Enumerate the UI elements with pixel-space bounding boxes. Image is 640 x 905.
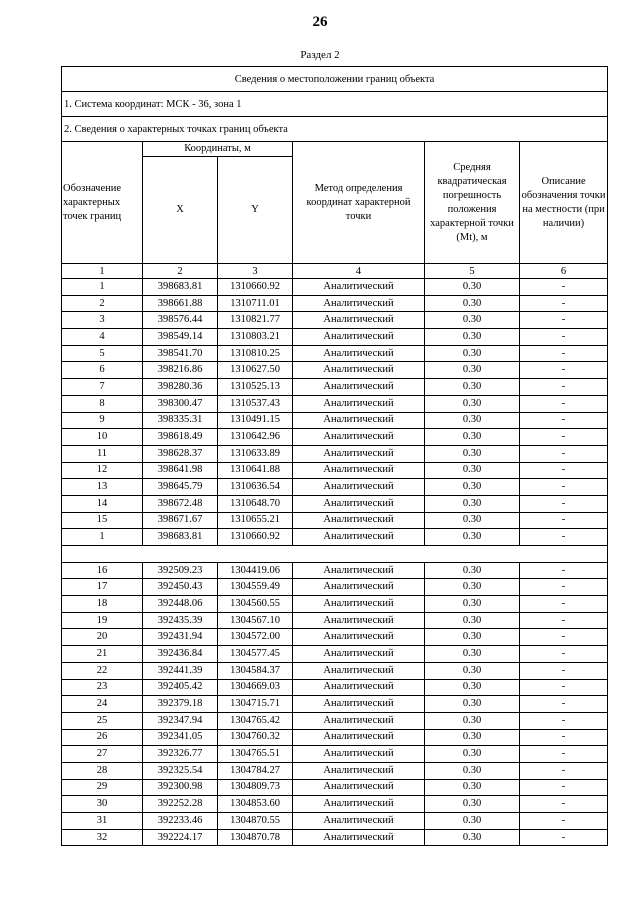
- column-number: 4: [293, 264, 425, 279]
- table-row: [62, 596, 608, 613]
- coord-y: 1310821.77: [218, 312, 293, 329]
- column-number: 5: [425, 264, 520, 279]
- coord-x: 392436.84: [143, 646, 218, 663]
- accuracy: 0.30: [425, 629, 520, 646]
- coord-y: 1304419.06: [218, 562, 293, 579]
- coord-x: 392347.94: [143, 712, 218, 729]
- point-number: 14: [62, 495, 143, 512]
- column-number: 1: [62, 264, 143, 279]
- point-number: 31: [62, 813, 143, 830]
- accuracy: 0.30: [425, 512, 520, 529]
- coord-x: 392224.17: [143, 829, 218, 846]
- method: Аналитический: [293, 796, 425, 813]
- table-row: [62, 696, 608, 713]
- description: -: [520, 345, 608, 362]
- description: -: [520, 479, 608, 496]
- coord-y: 1304559.49: [218, 579, 293, 596]
- section-label: Раздел 2: [300, 49, 340, 61]
- method: Аналитический: [293, 529, 425, 546]
- method: Аналитический: [293, 662, 425, 679]
- accuracy: 0.30: [425, 462, 520, 479]
- method: Аналитический: [293, 646, 425, 663]
- description: -: [520, 629, 608, 646]
- method: Аналитический: [293, 479, 425, 496]
- point-number: 22: [62, 662, 143, 679]
- point-number: 1: [62, 529, 143, 546]
- point-number: 19: [62, 612, 143, 629]
- coord-y: 1304567.10: [218, 612, 293, 629]
- description: -: [520, 362, 608, 379]
- coord-y: 1310537.43: [218, 395, 293, 412]
- point-number: 26: [62, 729, 143, 746]
- table-row: [62, 279, 608, 296]
- coord-x: 392325.54: [143, 762, 218, 779]
- accuracy: 0.30: [425, 712, 520, 729]
- accuracy: 0.30: [425, 529, 520, 546]
- point-number: 21: [62, 646, 143, 663]
- coord-x: 398645.79: [143, 479, 218, 496]
- point-number: 24: [62, 696, 143, 713]
- header-accuracy: Средняя квадратическая погрешность положения характерной точки (Mt), м: [425, 142, 520, 264]
- description: -: [520, 729, 608, 746]
- method: Аналитический: [293, 462, 425, 479]
- coord-y: 1310525.13: [218, 379, 293, 396]
- header-y: Y: [218, 157, 293, 264]
- table-row: [62, 813, 608, 830]
- table-row: [62, 762, 608, 779]
- header-method: Метод определения координат характерной точки: [293, 142, 425, 264]
- coord-x: 398541.70: [143, 345, 218, 362]
- accuracy: 0.30: [425, 562, 520, 579]
- table-row: [62, 629, 608, 646]
- coordinate-system: 1. Система координат: МСК - 36, зона 1: [62, 92, 608, 117]
- description: -: [520, 379, 608, 396]
- method: Аналитический: [293, 512, 425, 529]
- table-row: [62, 379, 608, 396]
- point-number: 17: [62, 579, 143, 596]
- accuracy: 0.30: [425, 762, 520, 779]
- accuracy: 0.30: [425, 329, 520, 346]
- accuracy: 0.30: [425, 379, 520, 396]
- description: -: [520, 395, 608, 412]
- accuracy: 0.30: [425, 813, 520, 830]
- coord-y: 1310810.25: [218, 345, 293, 362]
- point-number: 16: [62, 562, 143, 579]
- point-number: 8: [62, 395, 143, 412]
- method: Аналитический: [293, 779, 425, 796]
- coord-y: 1304870.78: [218, 829, 293, 846]
- table-row-separator: [62, 546, 608, 563]
- points-section-row: [62, 117, 608, 142]
- point-number: 25: [62, 712, 143, 729]
- description: -: [520, 679, 608, 696]
- description: -: [520, 662, 608, 679]
- accuracy: 0.30: [425, 429, 520, 446]
- coord-y: 1304765.42: [218, 712, 293, 729]
- coord-y: 1304572.00: [218, 629, 293, 646]
- description: -: [520, 829, 608, 846]
- coord-x: 392300.98: [143, 779, 218, 796]
- coord-y: 1310642.96: [218, 429, 293, 446]
- point-number: 12: [62, 462, 143, 479]
- coord-y: 1304765.51: [218, 746, 293, 763]
- method: Аналитический: [293, 329, 425, 346]
- coord-x: 392435.39: [143, 612, 218, 629]
- accuracy: 0.30: [425, 395, 520, 412]
- coord-x: 392441.39: [143, 662, 218, 679]
- description: -: [520, 329, 608, 346]
- method: Аналитический: [293, 629, 425, 646]
- table-row: [62, 712, 608, 729]
- point-number: 29: [62, 779, 143, 796]
- point-number: 1: [62, 279, 143, 296]
- table-row: [62, 529, 608, 546]
- coord-y: 1304715.71: [218, 696, 293, 713]
- accuracy: 0.30: [425, 696, 520, 713]
- description: -: [520, 295, 608, 312]
- description: -: [520, 462, 608, 479]
- table-row: [62, 429, 608, 446]
- header-row-1: [62, 142, 608, 157]
- method: Аналитический: [293, 295, 425, 312]
- table-row: [62, 479, 608, 496]
- coord-x: 398672.48: [143, 495, 218, 512]
- point-number: 2: [62, 295, 143, 312]
- coord-x: 398683.81: [143, 529, 218, 546]
- point-number: 4: [62, 329, 143, 346]
- description: -: [520, 429, 608, 446]
- table-row: [62, 412, 608, 429]
- accuracy: 0.30: [425, 646, 520, 663]
- accuracy: 0.30: [425, 362, 520, 379]
- description: -: [520, 612, 608, 629]
- accuracy: 0.30: [425, 345, 520, 362]
- coord-x: 398549.14: [143, 329, 218, 346]
- table-row: [62, 512, 608, 529]
- header-x: X: [143, 157, 218, 264]
- point-number: 6: [62, 362, 143, 379]
- coord-x: 398683.81: [143, 279, 218, 296]
- table-row: [62, 445, 608, 462]
- coord-x: 392448.06: [143, 596, 218, 613]
- separator-cell: [62, 546, 608, 563]
- method: Аналитический: [293, 362, 425, 379]
- coord-x: 398300.47: [143, 395, 218, 412]
- method: Аналитический: [293, 813, 425, 830]
- method: Аналитический: [293, 279, 425, 296]
- coord-y: 1304760.32: [218, 729, 293, 746]
- method: Аналитический: [293, 395, 425, 412]
- method: Аналитический: [293, 829, 425, 846]
- point-number: 15: [62, 512, 143, 529]
- description: -: [520, 762, 608, 779]
- table-row: [62, 679, 608, 696]
- description: -: [520, 312, 608, 329]
- point-number: 9: [62, 412, 143, 429]
- coord-y: 1310641.88: [218, 462, 293, 479]
- table-row: [62, 495, 608, 512]
- accuracy: 0.30: [425, 796, 520, 813]
- table-row: [62, 646, 608, 663]
- column-numbers-row: [62, 264, 608, 279]
- method: Аналитический: [293, 712, 425, 729]
- description: -: [520, 696, 608, 713]
- coord-x: 392379.18: [143, 696, 218, 713]
- method: Аналитический: [293, 345, 425, 362]
- coord-y: 1310633.89: [218, 445, 293, 462]
- boundary-points-table: [61, 66, 608, 846]
- method: Аналитический: [293, 562, 425, 579]
- coord-x: 392509.23: [143, 562, 218, 579]
- point-number: 28: [62, 762, 143, 779]
- point-number: 32: [62, 829, 143, 846]
- coord-y: 1304560.55: [218, 596, 293, 613]
- accuracy: 0.30: [425, 779, 520, 796]
- method: Аналитический: [293, 379, 425, 396]
- description: -: [520, 813, 608, 830]
- point-number: 3: [62, 312, 143, 329]
- column-number: 2: [143, 264, 218, 279]
- coord-y: 1310711.01: [218, 295, 293, 312]
- method: Аналитический: [293, 445, 425, 462]
- method: Аналитический: [293, 762, 425, 779]
- method: Аналитический: [293, 312, 425, 329]
- column-number: 6: [520, 264, 608, 279]
- column-number: 3: [218, 264, 293, 279]
- header-designation: Обозначение характерных точек границ: [62, 142, 143, 264]
- coord-y: 1304853.60: [218, 796, 293, 813]
- method: Аналитический: [293, 746, 425, 763]
- method: Аналитический: [293, 429, 425, 446]
- accuracy: 0.30: [425, 579, 520, 596]
- coord-y: 1310491.15: [218, 412, 293, 429]
- coord-y: 1304870.55: [218, 813, 293, 830]
- method: Аналитический: [293, 579, 425, 596]
- coord-y: 1304584.37: [218, 662, 293, 679]
- accuracy: 0.30: [425, 612, 520, 629]
- accuracy: 0.30: [425, 829, 520, 846]
- description: -: [520, 579, 608, 596]
- points-section-title: 2. Сведения о характерных точках границ объекта: [62, 117, 608, 142]
- table-row: [62, 562, 608, 579]
- accuracy: 0.30: [425, 412, 520, 429]
- table-row: [62, 362, 608, 379]
- description: -: [520, 279, 608, 296]
- coord-x: 392326.77: [143, 746, 218, 763]
- description: -: [520, 646, 608, 663]
- point-number: 5: [62, 345, 143, 362]
- coord-x: 398618.49: [143, 429, 218, 446]
- description: -: [520, 562, 608, 579]
- accuracy: 0.30: [425, 596, 520, 613]
- point-number: 23: [62, 679, 143, 696]
- method: Аналитический: [293, 596, 425, 613]
- coord-y: 1310660.92: [218, 529, 293, 546]
- coord-y: 1310655.21: [218, 512, 293, 529]
- accuracy: 0.30: [425, 495, 520, 512]
- point-number: 10: [62, 429, 143, 446]
- point-number: 27: [62, 746, 143, 763]
- method: Аналитический: [293, 495, 425, 512]
- table-row: [62, 729, 608, 746]
- coord-x: 392252.28: [143, 796, 218, 813]
- accuracy: 0.30: [425, 679, 520, 696]
- point-number: 7: [62, 379, 143, 396]
- point-number: 18: [62, 596, 143, 613]
- description: -: [520, 596, 608, 613]
- point-number: 11: [62, 445, 143, 462]
- coord-y: 1304809.73: [218, 779, 293, 796]
- coord-x: 392233.46: [143, 813, 218, 830]
- coord-x: 398628.37: [143, 445, 218, 462]
- coord-x: 398280.36: [143, 379, 218, 396]
- accuracy: 0.30: [425, 479, 520, 496]
- coord-x: 398576.44: [143, 312, 218, 329]
- description: -: [520, 712, 608, 729]
- method: Аналитический: [293, 412, 425, 429]
- coord-x: 392405.42: [143, 679, 218, 696]
- accuracy: 0.30: [425, 729, 520, 746]
- coord-x: 392431.94: [143, 629, 218, 646]
- method: Аналитический: [293, 612, 425, 629]
- description: -: [520, 495, 608, 512]
- table-row: [62, 612, 608, 629]
- coord-y: 1310803.21: [218, 329, 293, 346]
- table-row: [62, 345, 608, 362]
- table-row: [62, 779, 608, 796]
- coord-y: 1304577.45: [218, 646, 293, 663]
- accuracy: 0.30: [425, 662, 520, 679]
- coord-y: 1310636.54: [218, 479, 293, 496]
- header-coordinates: Координаты, м: [143, 142, 293, 157]
- point-number: 30: [62, 796, 143, 813]
- table-row: [62, 829, 608, 846]
- coord-y: 1304784.27: [218, 762, 293, 779]
- description: -: [520, 779, 608, 796]
- header-description: Описание обозначения точки на местности (при наличии): [520, 142, 608, 264]
- coordinate-system-row: [62, 92, 608, 117]
- method: Аналитический: [293, 696, 425, 713]
- table-row: [62, 329, 608, 346]
- coord-x: 398335.31: [143, 412, 218, 429]
- coord-x: 398216.86: [143, 362, 218, 379]
- method: Аналитический: [293, 679, 425, 696]
- coord-x: 392341.05: [143, 729, 218, 746]
- table-row: [62, 395, 608, 412]
- table-row: [62, 796, 608, 813]
- table-row: [62, 662, 608, 679]
- description: -: [520, 412, 608, 429]
- description: -: [520, 512, 608, 529]
- accuracy: 0.30: [425, 445, 520, 462]
- accuracy: 0.30: [425, 295, 520, 312]
- point-number: 20: [62, 629, 143, 646]
- accuracy: 0.30: [425, 746, 520, 763]
- coord-x: 392450.43: [143, 579, 218, 596]
- coord-y: 1310627.50: [218, 362, 293, 379]
- description: -: [520, 445, 608, 462]
- table-row: [62, 312, 608, 329]
- coord-x: 398641.98: [143, 462, 218, 479]
- table-row: [62, 462, 608, 479]
- coord-y: 1304669.03: [218, 679, 293, 696]
- description: -: [520, 746, 608, 763]
- accuracy: 0.30: [425, 279, 520, 296]
- table-row: [62, 746, 608, 763]
- description: -: [520, 529, 608, 546]
- description: -: [520, 796, 608, 813]
- table-row: [62, 295, 608, 312]
- coord-x: 398671.67: [143, 512, 218, 529]
- table-title: Сведения о местоположении границ объекта: [62, 67, 608, 92]
- page-number: 26: [312, 14, 328, 30]
- point-number: 13: [62, 479, 143, 496]
- accuracy: 0.30: [425, 312, 520, 329]
- coord-y: 1310648.70: [218, 495, 293, 512]
- table-row: [62, 579, 608, 596]
- coord-x: 398661.88: [143, 295, 218, 312]
- table-title-row: [62, 67, 608, 92]
- coord-y: 1310660.92: [218, 279, 293, 296]
- method: Аналитический: [293, 729, 425, 746]
